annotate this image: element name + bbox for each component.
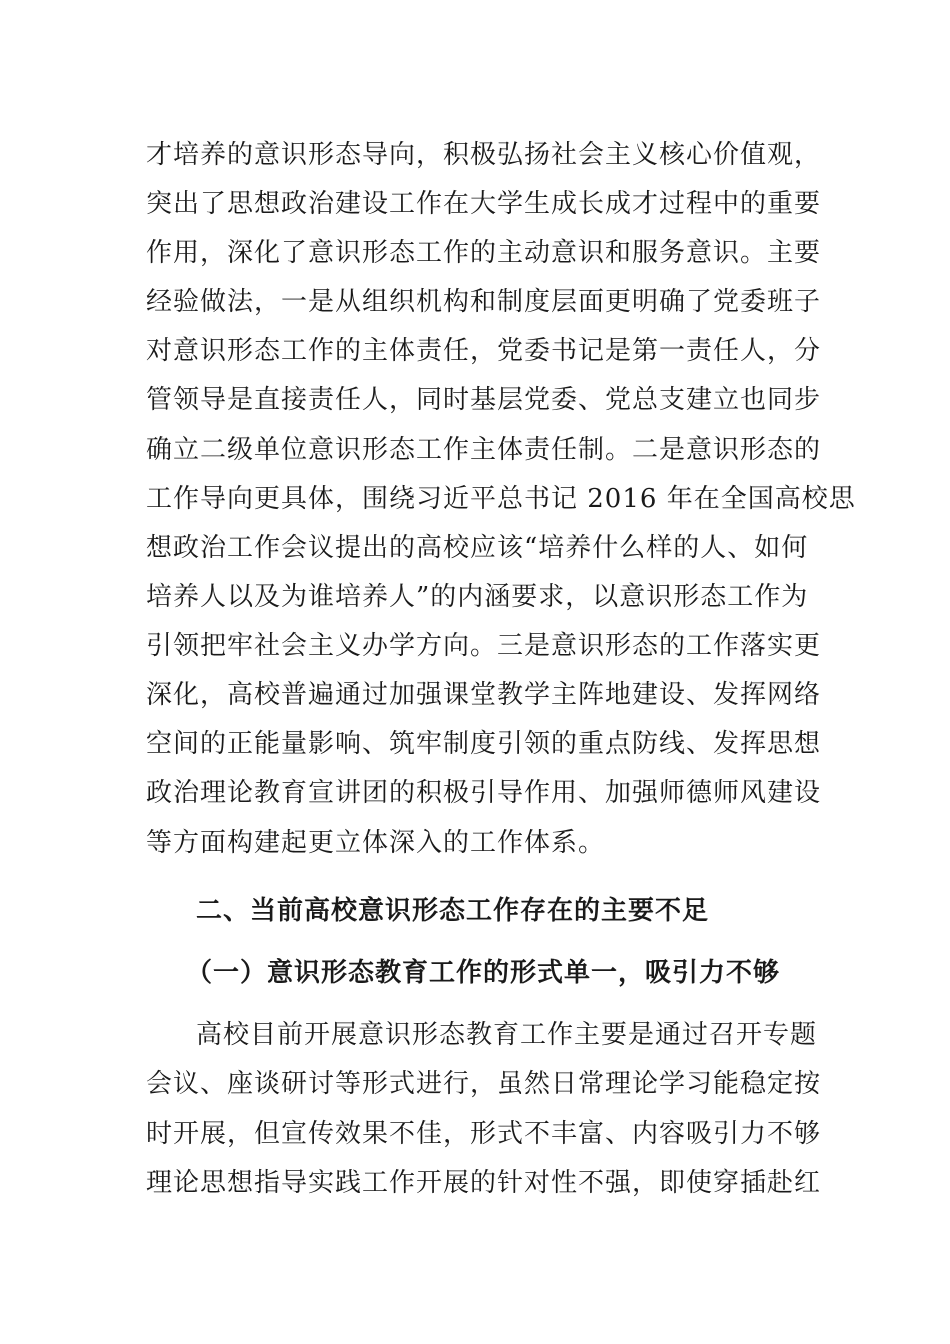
text-line: 引领把牢社会主义办学方向。三是意识形态的工作落实更: [146, 631, 822, 661]
text-line: 突出了思想政治建设工作在大学生成长成才过程中的重要: [146, 189, 822, 219]
text-line: 想政治工作会议提出的高校应该“培养什么样的人、如何: [146, 533, 809, 563]
text-line: 确立二级单位意识形态工作主体责任制。二是意识形态的: [146, 435, 822, 465]
text-line: 工作导向更具体，围绕习近平总书记 2016 年在全国高校思: [146, 484, 856, 514]
text-line: 作用，深化了意识形态工作的主动意识和服务意识。主要: [146, 238, 822, 268]
text-line: 对意识形态工作的主体责任，党委书记是第一责任人，分: [146, 336, 822, 366]
section-heading: 二、当前高校意识形态工作存在的主要不足: [196, 896, 710, 926]
text-line: 高校目前开展意识形态教育工作主要是通过召开专题: [196, 1020, 818, 1050]
subsection-heading: （一）意识形态教育工作的形式单一，吸引力不够: [186, 958, 781, 988]
text-line: 会议、座谈研讨等形式进行，虽然日常理论学习能稳定按: [146, 1069, 822, 1099]
text-line: 培养人以及为谁培养人”的内涵要求，以意识形态工作为: [146, 582, 809, 612]
text-line: 政治理论教育宣讲团的积极引导作用、加强师德师风建设: [146, 778, 822, 808]
text-line: 等方面构建起更立体深入的工作体系。: [146, 828, 606, 858]
text-line: 才培养的意识形态导向，积极弘扬社会主义核心价值观，: [146, 140, 822, 170]
text-line: 空间的正能量影响、筑牢制度引领的重点防线、发挥思想: [146, 729, 822, 759]
text-line: 管领导是直接责任人，同时基层党委、党总支建立也同步: [146, 385, 822, 415]
text-line: 理论思想指导实践工作开展的针对性不强，即使穿插赴红: [146, 1168, 822, 1198]
text-line: 深化，高校普遍通过加强课堂教学主阵地建设、发挥网络: [146, 680, 822, 710]
text-line: 经验做法，一是从组织机构和制度层面更明确了党委班子: [146, 287, 822, 317]
text-line: 时开展，但宣传效果不佳，形式不丰富、内容吸引力不够: [146, 1119, 822, 1149]
